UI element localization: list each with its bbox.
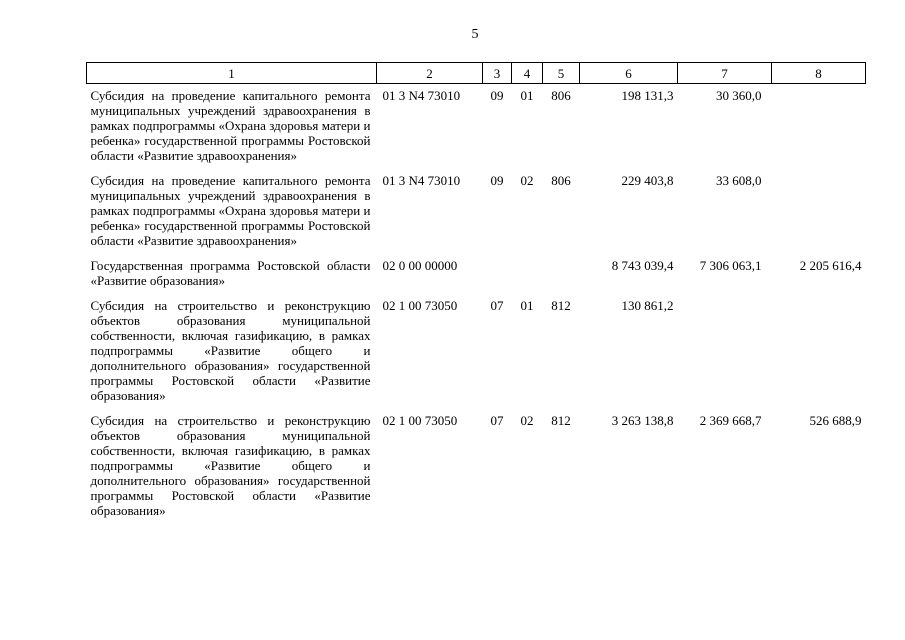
row-value-8: 526 688,9 xyxy=(809,413,862,428)
header-row xyxy=(87,63,866,84)
row-department xyxy=(543,254,580,294)
row-value-7: 7 306 063,1 xyxy=(699,258,762,273)
row-section: 09 xyxy=(490,88,504,103)
row-name: Субсидия на строительство и реконструкцию объектов образования муниципальной собственности, включая газификацию, в рамках подпрограммы «Развитие общего и дополнительного образования» государственной программы Ростовской области «Развитие образования» xyxy=(90,298,371,403)
table-body xyxy=(87,84,866,525)
row-value-6: 3 263 138,8 xyxy=(611,413,674,428)
row-section: 07 xyxy=(490,298,504,313)
row-name: Государственная программа Ростовской области «Развитие образования» xyxy=(90,258,371,288)
row-value-7: 33 608,0 xyxy=(716,173,762,188)
row-value-7: 30 360,0 xyxy=(716,88,762,103)
row-value-8 xyxy=(772,294,866,409)
row-value-8: 2 205 616,4 xyxy=(799,258,862,273)
row-department: 806 xyxy=(551,173,571,188)
table-row xyxy=(87,169,866,254)
row-name: Субсидия на проведение капитального ремонта муниципальных учреждений здравоохранения в рамках подпрограммы «Охрана здоровья матери и ребенка» государственной программы Ростовской области «Развитие здравоохранения» xyxy=(90,88,371,163)
row-department: 812 xyxy=(551,413,571,428)
page-number: 5 xyxy=(471,27,479,42)
row-department: 806 xyxy=(551,88,571,103)
row-subsection: 01 xyxy=(520,88,534,103)
header-col-1: 1 xyxy=(87,63,377,84)
table-row xyxy=(87,409,866,524)
row-value-6: 229 403,8 xyxy=(621,173,674,188)
row-subsection xyxy=(512,254,543,294)
row-value-6: 198 131,3 xyxy=(621,88,674,103)
row-section xyxy=(483,254,512,294)
row-value-6: 8 743 039,4 xyxy=(611,258,674,273)
table-row xyxy=(87,254,866,294)
row-code: 01 3 N4 73010 xyxy=(382,88,461,103)
row-code: 02 1 00 73050 xyxy=(382,298,458,313)
header-col-3: 3 xyxy=(483,63,512,84)
table-header xyxy=(87,63,866,84)
table-row xyxy=(87,84,866,170)
header-col-6: 6 xyxy=(580,63,678,84)
header-col-2: 2 xyxy=(377,63,483,84)
header-col-7: 7 xyxy=(678,63,772,84)
row-value-8 xyxy=(772,169,866,254)
row-subsection: 02 xyxy=(520,413,534,428)
table-row xyxy=(87,294,866,409)
row-code: 02 0 00 00000 xyxy=(382,258,458,273)
header-col-8: 8 xyxy=(772,63,866,84)
row-name: Субсидия на проведение капитального ремонта муниципальных учреждений здравоохранения в рамках подпрограммы «Охрана здоровья матери и ребенка» государственной программы Ростовской области «Развитие здравоохранения» xyxy=(90,173,371,248)
row-name: Субсидия на строительство и реконструкцию объектов образования муниципальной собственности, включая газификацию, в рамках подпрограммы «Развитие общего и дополнительного образования» государственной программы Ростовской области «Развитие образования» xyxy=(90,413,371,518)
row-section: 07 xyxy=(490,413,504,428)
row-value-7: 2 369 668,7 xyxy=(699,413,762,428)
row-code: 01 3 N4 73010 xyxy=(382,173,461,188)
row-value-7 xyxy=(678,294,772,409)
header-col-4: 4 xyxy=(512,63,543,84)
row-department: 812 xyxy=(551,298,571,313)
row-subsection: 02 xyxy=(520,173,534,188)
row-section: 09 xyxy=(490,173,504,188)
budget-table xyxy=(86,62,866,524)
row-value-8 xyxy=(772,84,866,170)
header-col-5: 5 xyxy=(543,63,580,84)
row-subsection: 01 xyxy=(520,298,534,313)
row-value-6: 130 861,2 xyxy=(621,298,674,313)
row-code: 02 1 00 73050 xyxy=(382,413,458,428)
